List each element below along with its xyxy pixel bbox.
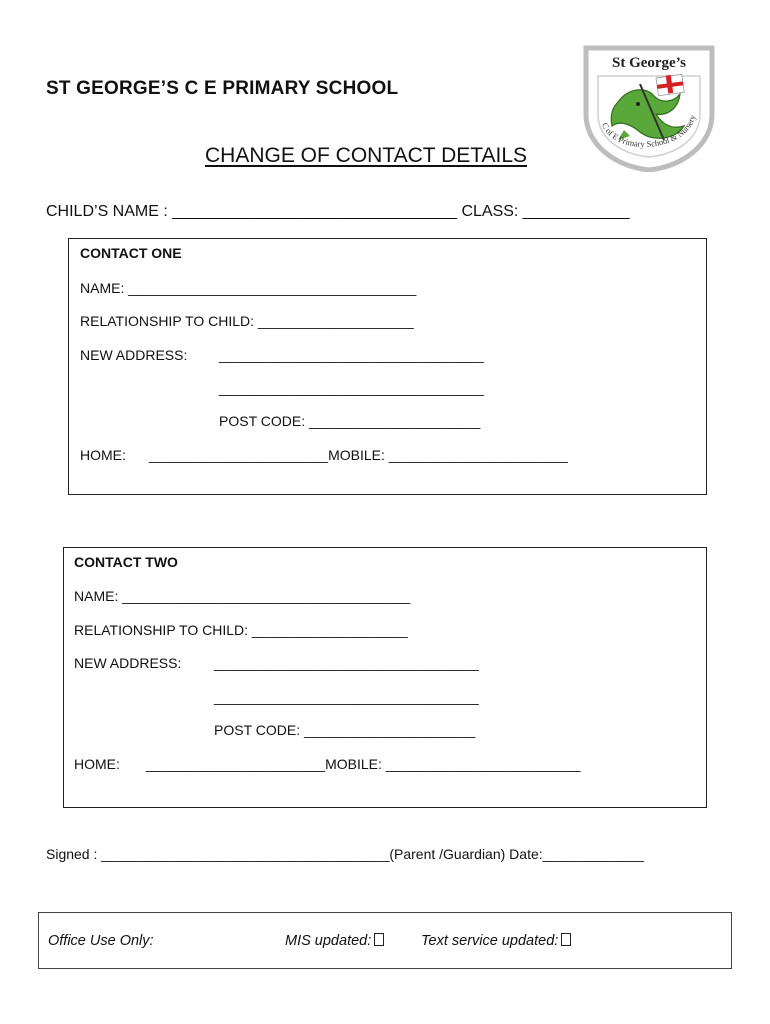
childs-name-class-field[interactable]: CHILD’S NAME : ________________________________ CLASS: ____________ bbox=[46, 203, 630, 220]
mis-updated-label: MIS updated: bbox=[285, 933, 372, 949]
contact-two-address-line-1[interactable]: __________________________________ bbox=[214, 655, 479, 671]
logo-name-text: St George’s bbox=[611, 55, 687, 71]
contact-two-home-label: HOME: bbox=[74, 756, 120, 772]
contact-two-phone-fields[interactable]: _______________________MOBILE: _________________________ bbox=[146, 756, 581, 772]
contact-one-heading: CONTACT ONE bbox=[80, 245, 182, 261]
contact-two-heading: CONTACT TWO bbox=[74, 554, 178, 570]
contact-two-postcode-field[interactable]: POST CODE: ______________________ bbox=[214, 722, 476, 738]
contact-two-address-line-2[interactable]: __________________________________ bbox=[214, 689, 479, 705]
contact-two-relationship-field[interactable]: RELATIONSHIP TO CHILD: ____________________ bbox=[74, 622, 408, 638]
contact-one-address-line-1[interactable]: __________________________________ bbox=[219, 347, 484, 363]
contact-one-address-label: NEW ADDRESS: bbox=[80, 347, 188, 363]
mis-updated-item bbox=[285, 933, 384, 949]
contact-two-name-field[interactable]: NAME: _____________________________________ bbox=[74, 588, 411, 604]
mis-updated-checkbox[interactable] bbox=[374, 933, 384, 946]
contact-one-address-line-2[interactable]: __________________________________ bbox=[219, 380, 484, 396]
contact-two-section bbox=[63, 547, 707, 808]
contact-one-postcode-field[interactable]: POST CODE: ______________________ bbox=[219, 413, 481, 429]
school-name: ST GEORGE’S C E PRIMARY SCHOOL bbox=[46, 78, 399, 99]
office-use-label: Office Use Only: bbox=[48, 933, 154, 949]
text-service-item bbox=[421, 933, 571, 949]
signature-date-field[interactable]: Signed : _____________________________________(Parent /Guardian) Date:_____________ bbox=[46, 846, 644, 862]
contact-one-home-label: HOME: bbox=[80, 447, 126, 463]
school-logo bbox=[580, 44, 718, 172]
logo-ring-text: C of E Primary School & Nursery bbox=[599, 113, 698, 149]
contact-two-address-label: NEW ADDRESS: bbox=[74, 655, 182, 671]
text-service-updated-checkbox[interactable] bbox=[561, 933, 571, 946]
office-use-box bbox=[38, 912, 732, 969]
form-title: CHANGE OF CONTACT DETAILS bbox=[205, 144, 528, 167]
contact-one-section bbox=[68, 238, 707, 495]
contact-one-relationship-field[interactable]: RELATIONSHIP TO CHILD: ____________________ bbox=[80, 313, 414, 329]
text-service-updated-label: Text service updated: bbox=[421, 933, 559, 949]
contact-one-name-field[interactable]: NAME: _____________________________________ bbox=[80, 280, 417, 296]
contact-one-phone-fields[interactable]: _______________________MOBILE: _______________________ bbox=[149, 447, 568, 463]
